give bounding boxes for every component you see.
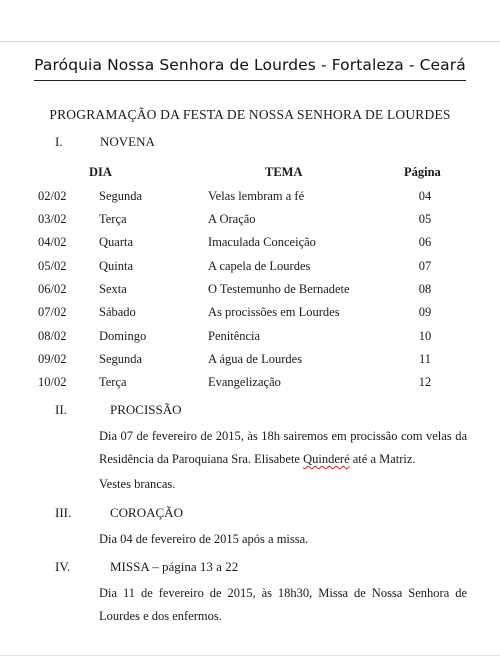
table-row (0, 189, 500, 209)
row-day: Quarta (99, 235, 134, 249)
row-tema: Imaculada Conceição (208, 235, 316, 249)
table-row (0, 212, 500, 232)
row-date: 08/02 (38, 329, 67, 343)
table-row (0, 282, 500, 302)
row-date: 10/02 (38, 375, 67, 389)
section-3-number: III. (55, 505, 72, 520)
procissao-paragraph (99, 425, 467, 471)
procissao-text-after: até a Matriz. (349, 452, 416, 466)
row-page: 06 (418, 235, 432, 249)
section-1-title: NOVENA (100, 134, 155, 149)
row-tema: Penitência (208, 329, 261, 343)
section-2-title: PROCISSÃO (110, 402, 182, 417)
document-title: PROGRAMAÇÃO DA FESTA DE NOSSA SENHORA DE LOURDES (49, 107, 451, 122)
row-page: 08 (418, 282, 432, 296)
row-day: Sexta (99, 282, 127, 296)
row-date: 04/02 (38, 235, 67, 249)
row-date: 05/02 (38, 259, 67, 273)
table-row (0, 329, 500, 349)
row-tema: Velas lembram a fé (208, 189, 305, 203)
row-date: 06/02 (38, 282, 67, 296)
row-tema: As procissões em Lourdes (208, 305, 340, 319)
row-page: 07 (418, 259, 432, 273)
table-row (0, 259, 500, 279)
row-page: 05 (418, 212, 432, 226)
column-header-pagina: Página (404, 165, 441, 179)
section-1-number: I. (55, 134, 63, 149)
section-3-title: COROAÇÃO (110, 505, 183, 520)
row-date: 03/02 (38, 212, 67, 226)
section-2-number: II. (55, 402, 67, 417)
row-day: Sábado (99, 305, 136, 319)
row-day: Terça (99, 212, 127, 226)
parish-header: Paróquia Nossa Senhora de Lourdes - Fortaleza - Ceará (34, 56, 466, 74)
spellcheck-flagged-word[interactable]: Quinderé (303, 452, 350, 466)
row-tema: A água de Lourdes (208, 352, 303, 366)
procissao-note: Vestes brancas. (99, 477, 176, 491)
row-tema: A Oração (208, 212, 256, 226)
row-page: 12 (418, 375, 432, 389)
row-date: 07/02 (38, 305, 67, 319)
table-row (0, 235, 500, 255)
row-date: 02/02 (38, 189, 67, 203)
coroacao-paragraph: Dia 04 de fevereiro de 2015 após a missa. (99, 532, 309, 546)
section-4-number: IV. (55, 559, 71, 574)
header-underline (34, 80, 466, 81)
row-day: Terça (99, 375, 127, 389)
column-header-tema: TEMA (265, 165, 303, 179)
page-top-divider (0, 41, 500, 42)
procissao-text-before: Dia 07 de fevereiro de 2015, às 18h sairemos em procissão com velas da Residência da Paroquiana Sra. Elisabete (99, 429, 467, 466)
row-tema: A capela de Lourdes (208, 259, 311, 273)
page-bottom-divider (0, 655, 500, 656)
row-day: Domingo (99, 329, 147, 343)
table-row (0, 305, 500, 325)
missa-paragraph: Dia 11 de fevereiro de 2015, às 18h30, Missa de Nossa Senhora de Lourdes e dos enfermos. (99, 586, 467, 623)
row-day: Quinta (99, 259, 134, 273)
row-page: 11 (418, 352, 432, 366)
column-header-dia: DIA (89, 165, 112, 179)
row-tema: Evangelização (208, 375, 281, 389)
row-date: 09/02 (38, 352, 67, 366)
row-page: 10 (418, 329, 432, 343)
row-page: 09 (418, 305, 432, 319)
row-day: Segunda (99, 189, 143, 203)
row-page: 04 (418, 189, 432, 203)
section-4-title: MISSA – página 13 a 22 (110, 559, 239, 574)
row-day: Segunda (99, 352, 143, 366)
table-row (0, 352, 500, 372)
table-row (0, 375, 500, 395)
row-tema: O Testemunho de Bernadete (208, 282, 350, 296)
